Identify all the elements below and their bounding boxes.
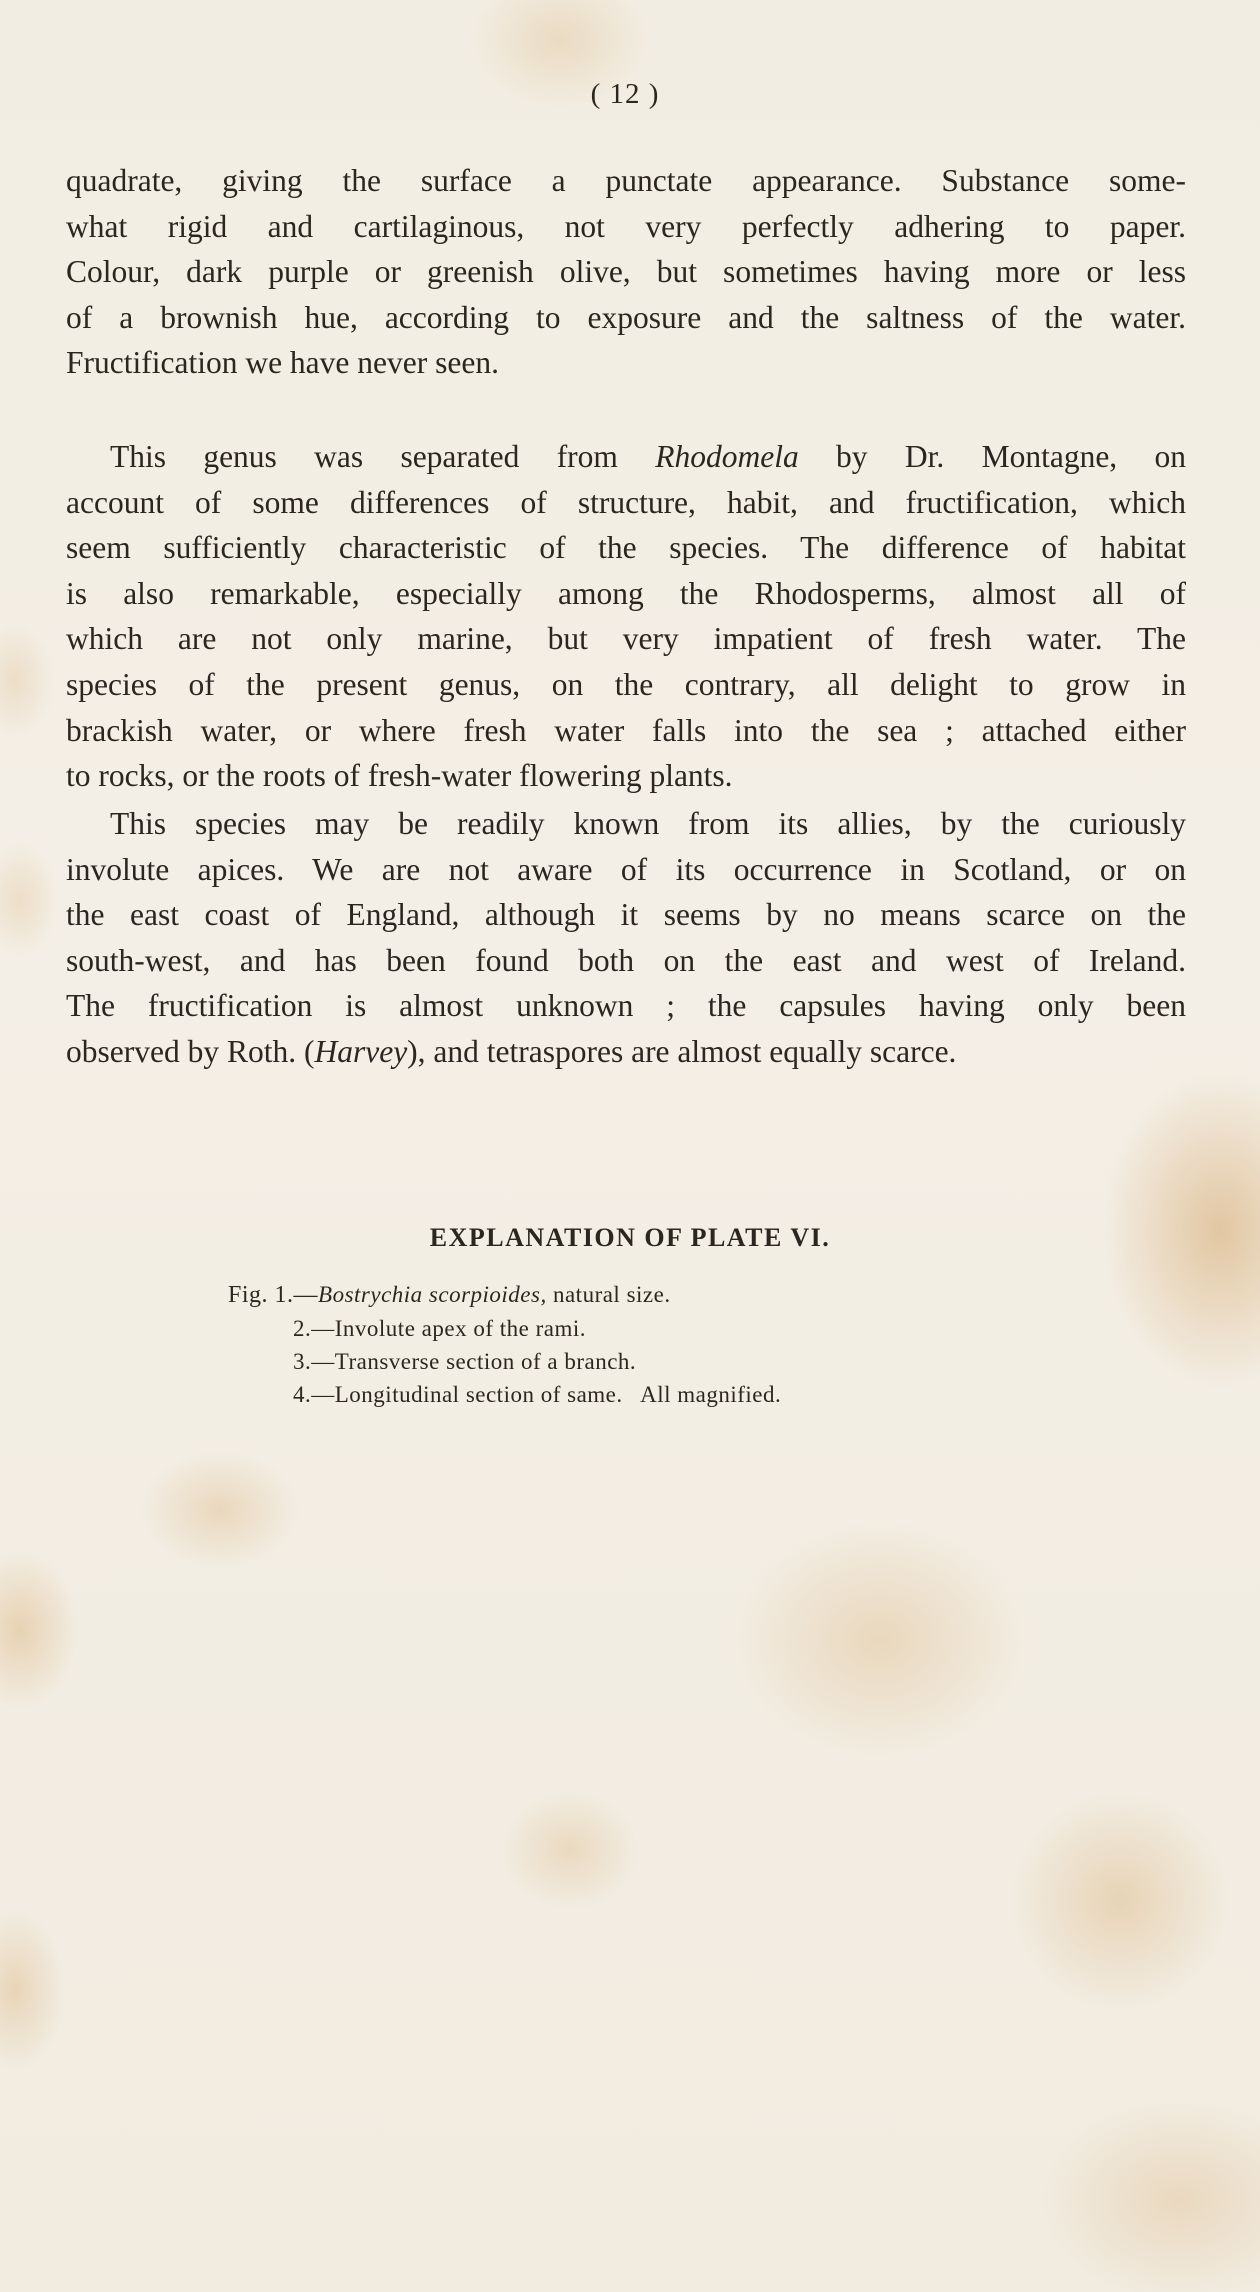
text-line: Fructification we have never seen. (66, 345, 499, 381)
text-line: the east coast of England, although it seems by no means scarce on the (66, 897, 1186, 933)
paragraph-description (66, 158, 1186, 386)
text-line: This species may be readily known from its allies, by the curiously (110, 806, 1186, 841)
text-line: what rigid and cartilaginous, not very perfectly adhering to paper. (66, 208, 1186, 244)
figure-item-3: 3.—Transverse section of a branch. (293, 1349, 637, 1374)
text-line: south-west, and has been found both on the east and west of Ireland. (66, 942, 1186, 978)
text-line: quadrate, giving the surface a punctate appearance. Substance some- (66, 163, 1186, 198)
figure-item-4: 4.—Longitudinal section of same. All magnified. (293, 1382, 782, 1407)
text-line (66, 434, 1186, 480)
text-line: account of some differences of structure, habit, and fructification, which (66, 484, 1186, 520)
text-fragment: ), and tetraspores are almost equally scarce. (407, 1033, 957, 1069)
text-line: to rocks, or the roots of fresh-water flowering plants. (66, 758, 733, 794)
figure-prefix: Fig. 1.— (228, 1282, 319, 1308)
text-line: of a brownish hue, according to exposure and the saltness of the water. (66, 299, 1186, 335)
figure-list (228, 1278, 781, 1411)
italic-species-name: Bostrychia scorpioides, (318, 1282, 547, 1307)
italic-genus-name: Rhodomela (655, 439, 799, 474)
italic-author-name: Harvey (314, 1033, 408, 1069)
text-fragment: This genus was separated from (110, 439, 656, 474)
text-line: Colour, dark purple or greenish olive, but sometimes having more or less (66, 254, 1186, 290)
figure-item-2: 2.—Involute apex of the rami. (293, 1316, 586, 1341)
text-line: species of the present genus, on the contrary, all delight to grow in (66, 666, 1186, 702)
paragraph-species (66, 801, 1186, 1075)
page-number: ( 12 ) (590, 78, 660, 110)
text-line: is also remarkable, especially among the Rhodosperms, almost all of (66, 575, 1186, 611)
paragraph-genus (66, 434, 1186, 799)
text-line (66, 1029, 1186, 1075)
plate-heading: EXPLANATION OF PLATE VI. (429, 1223, 831, 1252)
text-line: brackish water, or where fresh water falls into the sea ; attached either (66, 712, 1186, 748)
text-line: involute apices. We are not aware of its occurrence in Scotland, or on (66, 851, 1186, 887)
figure-caption: natural size. (546, 1282, 671, 1307)
text-fragment: by Dr. Montagne, on (798, 439, 1186, 474)
text-fragment: observed by Roth. ( (66, 1033, 315, 1069)
text-line: The fructification is almost unknown ; the capsules having only been (66, 988, 1186, 1024)
figure-item-1 (228, 1278, 781, 1312)
text-line: which are not only marine, but very impatient of fresh water. The (66, 621, 1186, 657)
text-line: seem sufficiently characteristic of the species. The difference of habitat (66, 530, 1186, 566)
